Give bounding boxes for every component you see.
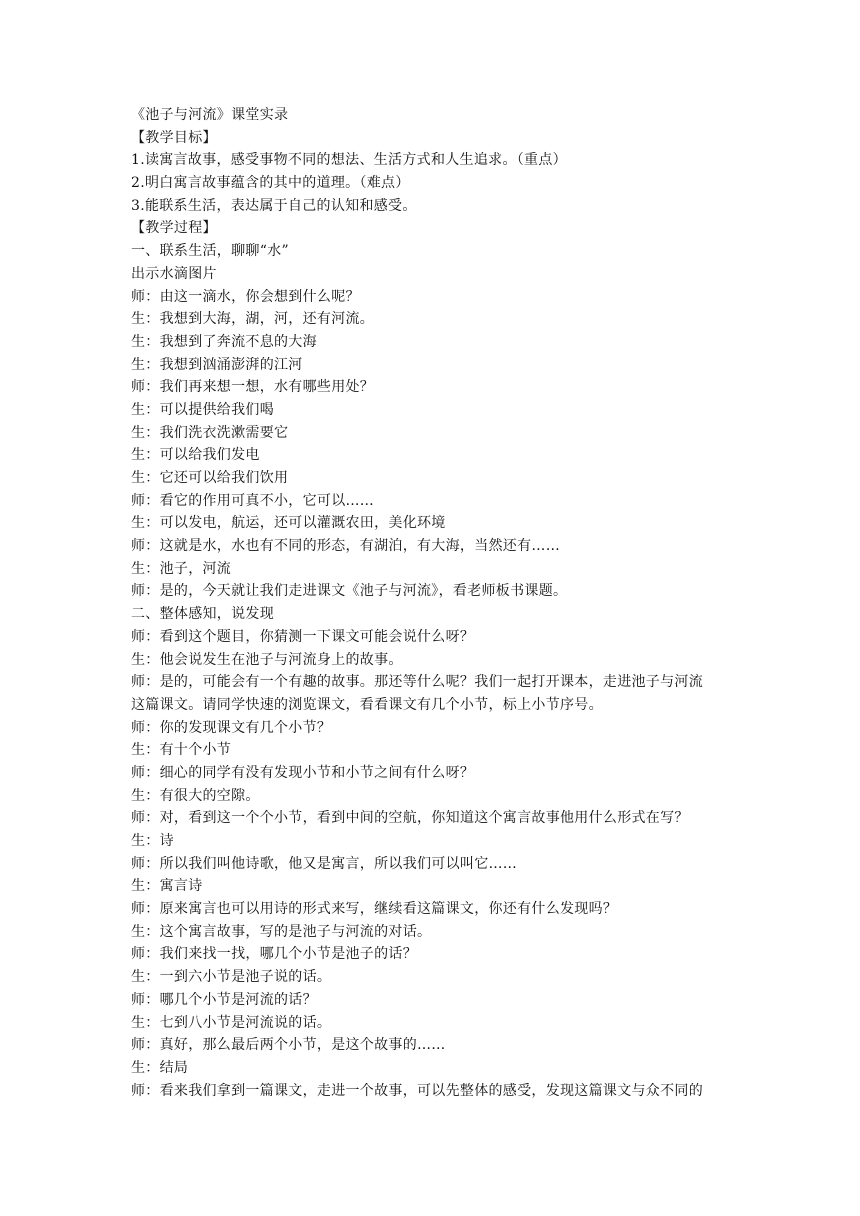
dialogue-line: 生：我想到汹涌澎湃的江河 [131,356,303,373]
dialogue-line: 生：这个寓言故事，写的是池子与河流的对话。 [131,923,432,940]
dialogue-line: 师：由这一滴水，你会想到什么呢？ [131,288,360,305]
dialogue-line: 生：可以发电，航运，还可以灌溉农田，美化环境 [131,515,446,532]
dialogue-line: 师：是的，可能会有一个有趣的故事。那还等什么呢？我们一起打开课本，走进池子与河流 [131,674,703,691]
dialogue-line: 生：我想到大海，湖，河，还有河流。 [131,311,375,328]
dialogue-line: 生：诗 [131,833,174,849]
subsection-heading: 一、联系生活，聊聊“水” [131,243,289,260]
dialogue-line: 师：所以我们叫他诗歌，他又是寓言，所以我们可以叫它…… [131,855,518,872]
dialogue-line: 师：这就是水，水也有不同的形态，有湖泊，有大海，当然还有…… [131,538,560,555]
paragraph-line: 出示水滴图片 [131,265,217,282]
dialogue-line: 师：原来寓言也可以用诗的形式来写，继续看这篇课文，你还有什么发现吗？ [131,901,618,918]
dialogue-line: 生：我想到了奔流不息的大海 [131,333,317,350]
dialogue-line: 生：结局 [131,1059,189,1076]
dialogue-line: 生：有很大的空隙。 [131,787,260,804]
dialogue-line: 生：七到八小节是河流说的话。 [131,1014,332,1031]
dialogue-line: 生：我们洗衣洗漱需要它 [131,424,289,441]
dialogue-line: 生：他会说发生在池子与河流身上的故事。 [131,651,403,668]
dialogue-line: 师：看它的作用可真不小，它可以…… [131,492,375,509]
subsection-heading: 二、整体感知，说发现 [131,606,274,623]
dialogue-line: 生：一到六小节是池子说的话。 [131,969,332,986]
document-body [131,104,731,1102]
dialogue-line: 师：是的，今天就让我们走进课文《池子与河流》，看老师板书课题。 [131,583,568,600]
dialogue-line: 师：哪几个小节是河流的话？ [131,991,317,1008]
dialogue-line: 师：看来我们拿到一篇课文，走进一个故事，可以先整体的感受，发现这篇课文与众不同的 [131,1082,703,1099]
objective-item: 2.明白寓言故事蕴含的其中的道理。（难点） [131,175,410,192]
dialogue-line: 师：看到这个题目，你猜测一下课文可能会说什么呀？ [131,628,475,645]
objective-item: 3.能联系生活，表达属于自己的认知和感受。 [131,197,417,214]
dialogue-line: 师：你的发现课文有几个小节？ [131,719,332,736]
dialogue-line: 生：寓言诗 [131,878,203,895]
dialogue-line: 这篇课文。请同学快速的浏览课文，看看课文有几个小节，标上小节序号。 [131,696,603,713]
dialogue-line: 生：池子，河流 [131,560,232,577]
dialogue-line: 师：细心的同学有没有发现小节和小节之间有什么呀？ [131,764,475,781]
objective-item: 1.读寓言故事，感受事物不同的想法、生活方式和人生追求。（重点） [131,152,567,169]
dialogue-line: 师：对，看到这一个个小节，看到中间的空航，你知道这个寓言故事他用什么形式在写？ [131,810,689,827]
dialogue-line: 生：可以给我们发电 [131,447,260,464]
dialogue-line: 师：我们再来想一想，水有哪些用处？ [131,379,375,396]
section-heading-objectives: 【教学目标】 [131,129,217,146]
document-title: 《池子与河流》课堂实录 [131,107,289,123]
dialogue-line: 师：我们来找一找，哪几个小节是池子的话？ [131,946,417,963]
dialogue-line: 生：它还可以给我们饮用 [131,470,289,486]
section-heading-process: 【教学过程】 [131,220,217,237]
dialogue-line: 生：有十个小节 [131,742,232,759]
dialogue-line: 师：真好，那么最后两个小节，是这个故事的…… [131,1037,446,1054]
dialogue-line: 生：可以提供给我们喝 [131,401,274,418]
